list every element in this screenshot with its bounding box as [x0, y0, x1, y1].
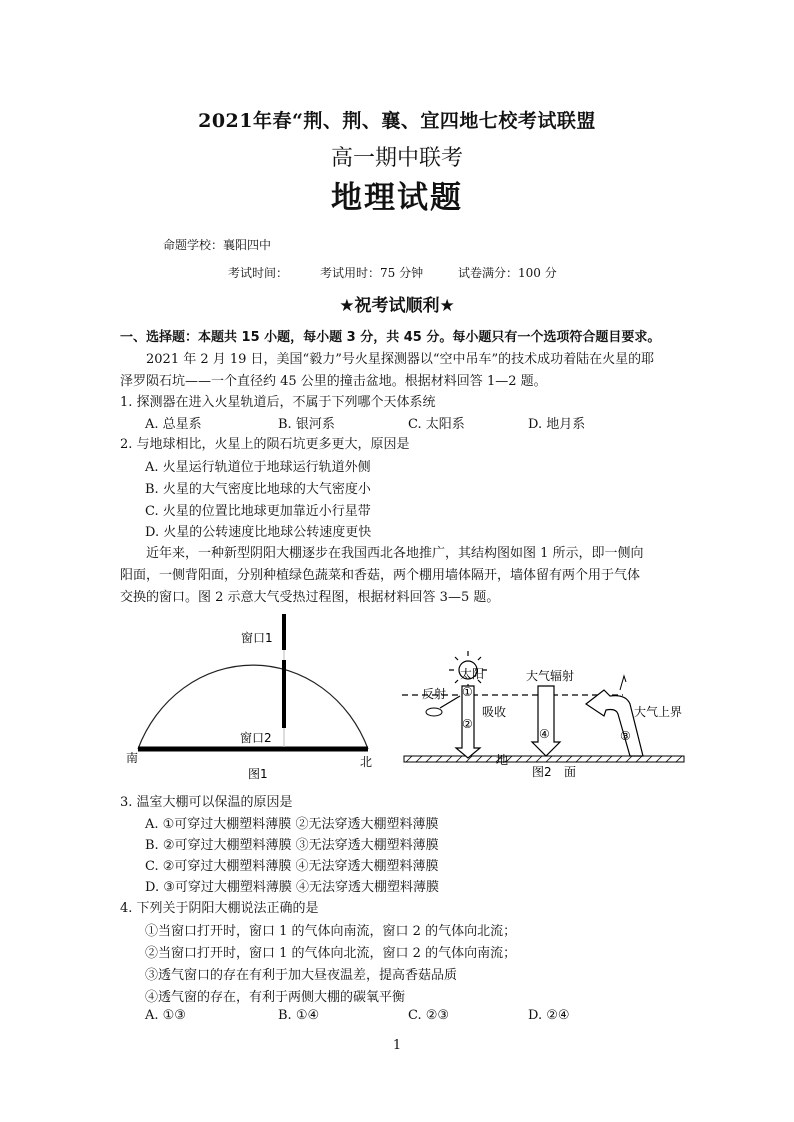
question-1-stem: 1. 探测器在进入火星轨道后，不属于下列哪个天体系统	[120, 395, 436, 410]
absorption-label: 吸收	[482, 705, 507, 719]
q2-option-a: A. 火星运行轨道位于地球运行轨道外侧	[145, 460, 371, 475]
ground-strip	[404, 756, 684, 762]
q1-option-a: A. 总星系	[145, 417, 202, 432]
q3-option-a: A. ①可穿过大棚塑料薄膜 ②无法穿透大棚塑料薄膜	[145, 817, 439, 832]
cloud-icon	[426, 708, 442, 716]
exam-subject-title: 地理试题	[331, 180, 463, 216]
small-escape-arrow	[620, 676, 626, 690]
blessing: ★祝考试顺利★	[339, 296, 455, 316]
q3-option-b: B. ②可穿过大棚塑料薄膜 ③无法穿透大棚塑料薄膜	[145, 838, 439, 853]
exam-title-line1: 2021年春“荆、荆、襄、宜四地七校考试联盟	[198, 110, 596, 132]
question-2-stem: 2. 与地球相比，火星上的陨石坑更多更大，原因是	[120, 437, 410, 452]
material2-line1: 近年来，一种新型阴阳大棚逐步在我国西北各地推广，其结构图如图 1 所示，即一侧向	[146, 546, 644, 561]
window1-label: 窗口1	[241, 631, 273, 645]
figure-1-caption: 图1	[248, 767, 268, 781]
atm-radiation-arrow	[532, 686, 560, 756]
window2-label: 窗口2	[240, 731, 272, 745]
exam-time-label: 考试时间：	[228, 266, 289, 280]
q4-statement-3: ③透气窗口的存在有利于加大昼夜温差，提高香菇品质	[145, 968, 458, 983]
material2-line2: 阳面，一侧背阳面，分别种植绿色蔬菜和香菇，两个棚用墙体隔开，墙体留有两个用于气体	[120, 568, 641, 583]
ground-label-right: 面	[564, 765, 577, 779]
label-3: ③	[620, 729, 631, 743]
page-number: 1	[392, 1038, 402, 1053]
q1-option-b: B. 银河系	[278, 417, 335, 432]
q1-option-c: C. 太阳系	[408, 417, 465, 432]
section-heading: 一、选择题：本题共 15 小题，每小题 3 分，共 45 分。每小题只有一个选项符合题目要求。	[120, 330, 661, 345]
q4-option-b: B. ①④	[278, 1008, 320, 1023]
reflection-label: 反射	[422, 687, 447, 701]
figure-2-caption: 图2	[532, 765, 552, 779]
exam-full-score: 试卷满分：100 分	[458, 266, 557, 280]
q3-option-c: C. ②可穿过大棚塑料薄膜 ④无法穿透大棚塑料薄膜	[145, 859, 439, 874]
q1-option-d: D. 地月系	[528, 417, 586, 432]
material1-line1: 2021 年 2 月 19 日，美国“毅力”号火星探测器以“空中吊车”的技术成功着陆在火星的耶	[146, 352, 655, 367]
question-4-stem: 4. 下列关于阴阳大棚说法正确的是	[120, 901, 319, 916]
q4-statement-1: ①当窗口打开时，窗口 1 的气体向南流，窗口 2 的气体向北流；	[145, 924, 517, 939]
label-2: ②	[462, 717, 473, 731]
atm-radiation-label: 大气辐射	[526, 669, 575, 683]
q2-option-c: C. 火星的位置比地球更加靠近小行星带	[145, 504, 371, 519]
figure-1-greenhouse	[120, 600, 380, 790]
sun-label: 太阳	[460, 667, 485, 681]
q4-statement-2: ②当窗口打开时，窗口 1 的气体向北流，窗口 2 的气体向南流；	[145, 946, 517, 961]
setter-school: 命题学校：襄阳四中	[163, 238, 272, 252]
question-3-stem: 3. 温室大棚可以保温的原因是	[120, 795, 293, 810]
north-label: 北	[360, 755, 373, 769]
exam-title-line2: 高一期中联考	[330, 146, 463, 171]
upper-boundary-label: 大气上界	[634, 705, 683, 719]
q2-option-d: D. 火星的公转速度比地球公转速度更快	[145, 525, 372, 540]
ground-radiation-arrow	[586, 690, 643, 756]
south-label: 南	[126, 751, 139, 765]
figure-2-atmospheric-heating	[398, 650, 698, 785]
label-1: ①	[462, 685, 473, 699]
exam-duration: 考试用时：75 分钟	[320, 266, 424, 280]
material1-line2: 泽罗陨石坑——一个直径约 45 公里的撞击盆地。根据材料回答 1—2 题。	[120, 374, 547, 389]
ground-label-left: 地	[496, 753, 509, 767]
label-4: ④	[539, 727, 550, 741]
q3-option-d: D. ③可穿过大棚塑料薄膜 ④无法穿透大棚塑料薄膜	[145, 880, 440, 895]
q4-option-c: C. ②③	[408, 1008, 450, 1023]
material2-line3: 交换的窗口。图 2 示意大气受热过程图，根据材料回答 3—5 题。	[120, 590, 500, 605]
q4-statement-4: ④透气窗的存在，有利于两侧大棚的碳氧平衡	[145, 990, 406, 1005]
q2-option-b: B. 火星的大气密度比地球的大气密度小	[145, 482, 371, 497]
q4-option-d: D. ②④	[528, 1008, 570, 1023]
ground-hatching	[406, 756, 682, 762]
q4-option-a: A. ①③	[145, 1008, 186, 1023]
